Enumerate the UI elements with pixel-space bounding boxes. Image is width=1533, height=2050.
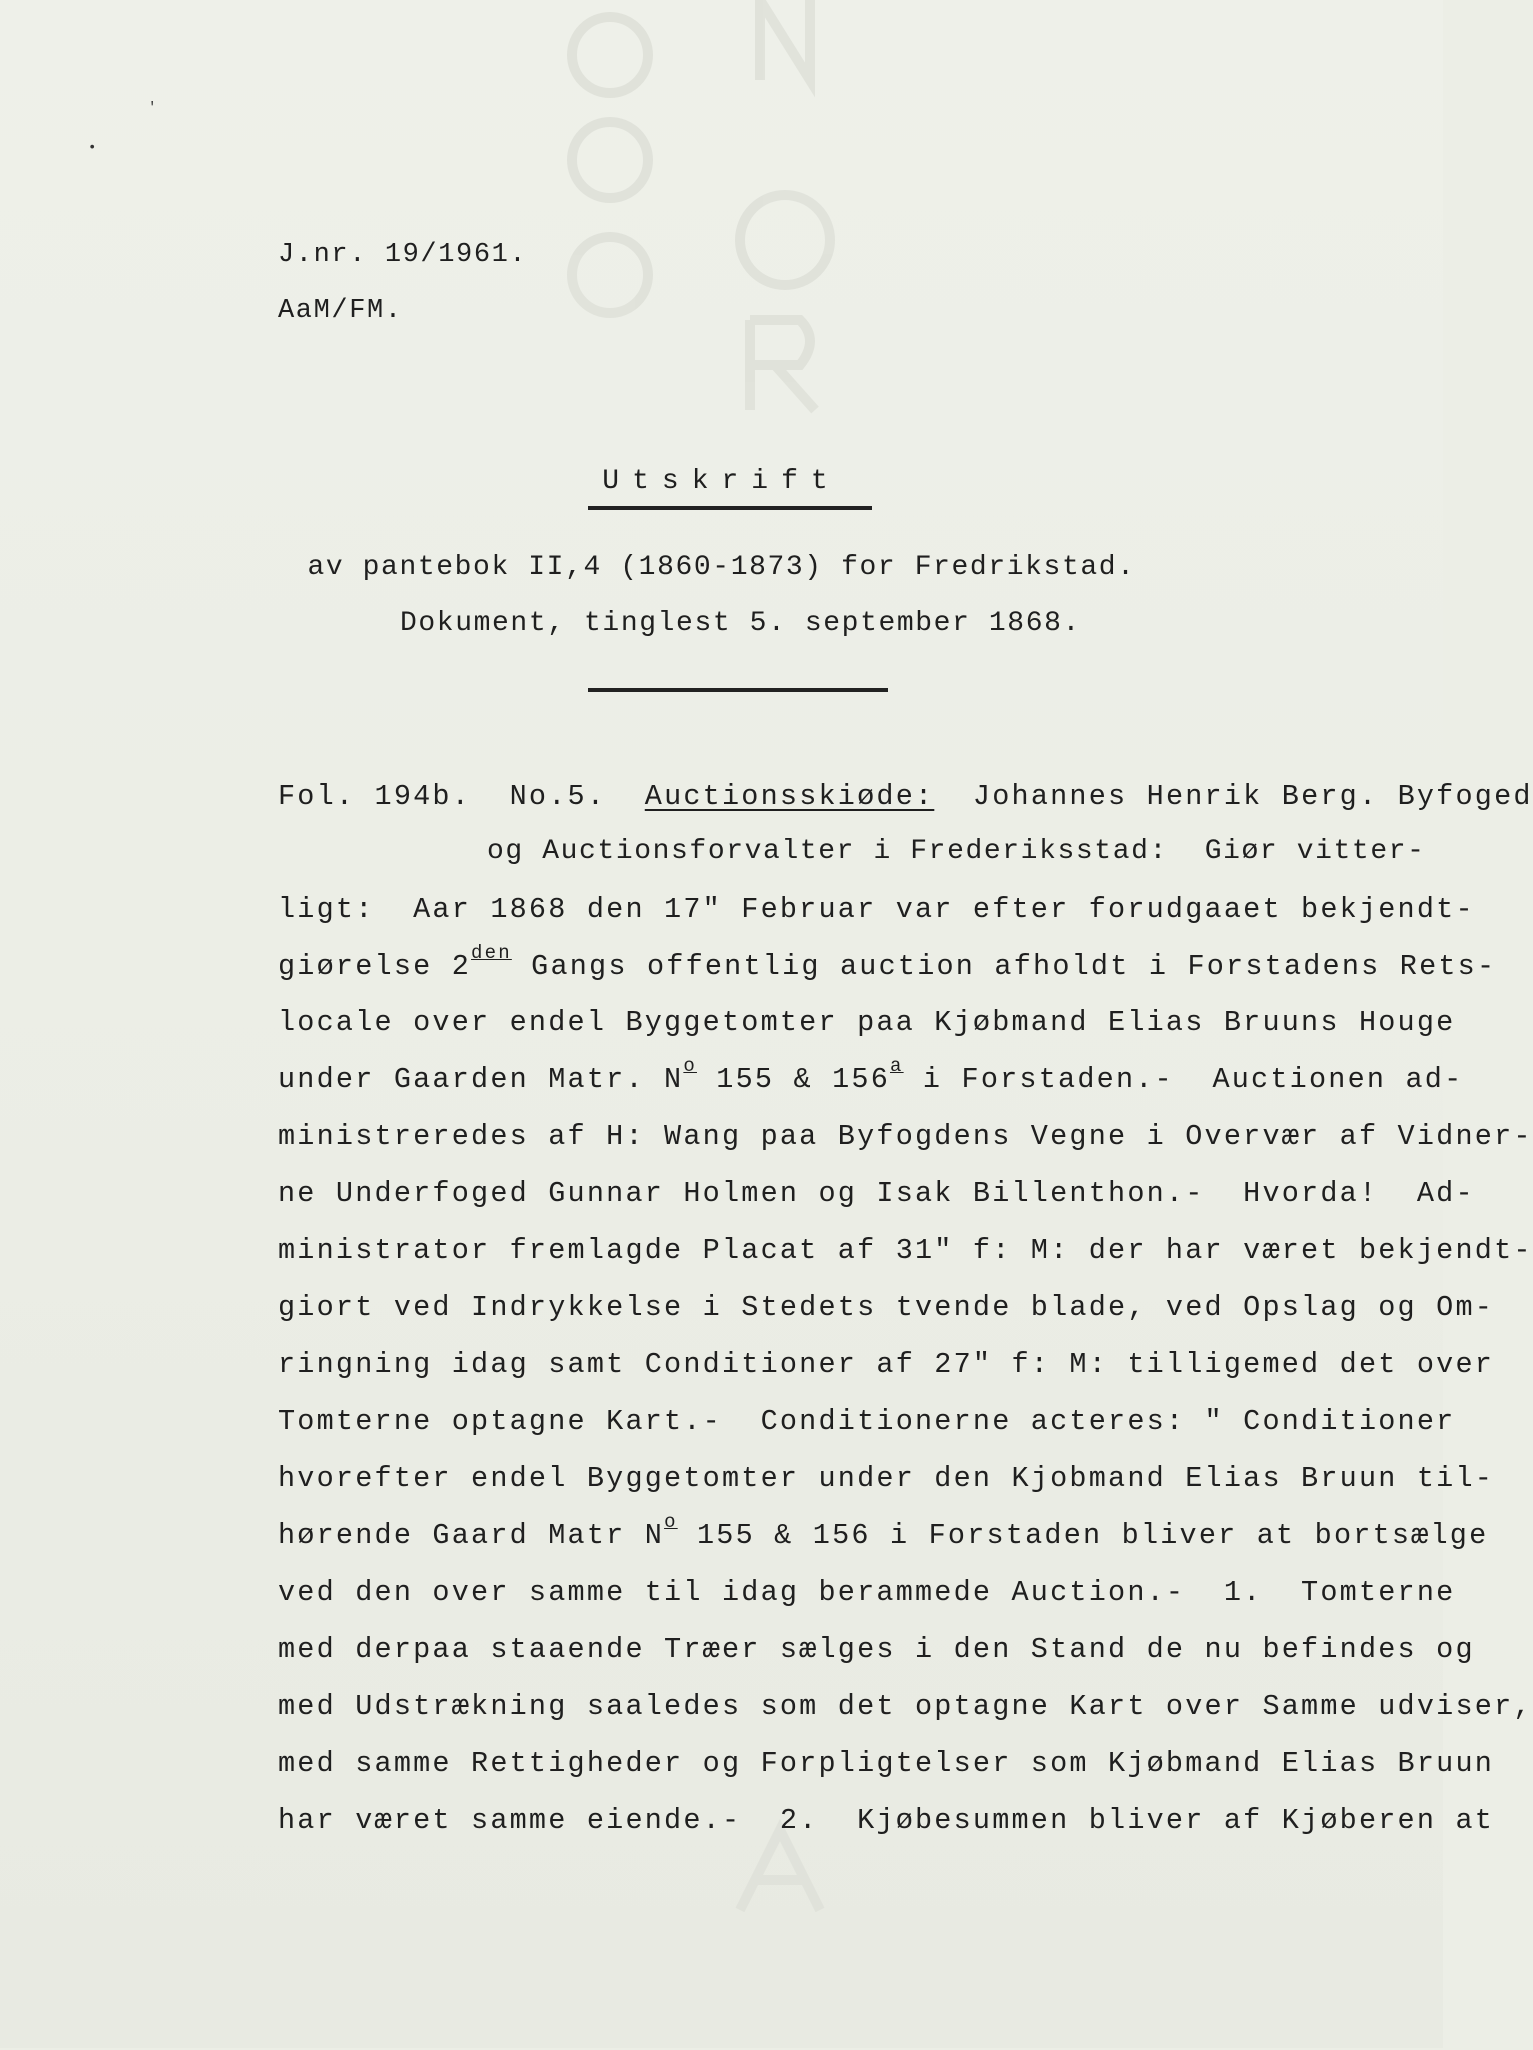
section-divider xyxy=(588,688,888,692)
body-line-17: med Udstrækning saaledes som det optagne Kart over Samme udviser, xyxy=(278,1690,1533,1723)
body-line-7: ministreredes af H: Wang paa Byfogdens Vegne i Overvær af Vidner- xyxy=(278,1120,1533,1153)
body-text: giørelse 2 xyxy=(278,950,472,983)
body-text: 155 & 156 i Forstaden bliver at bortsælge xyxy=(677,1519,1489,1552)
ordinal-superscript: den xyxy=(471,942,512,964)
body-line-2: og Auctionsforvalter i Frederiksstad: Giør vitter- xyxy=(487,836,1426,867)
numero-superscript: o xyxy=(683,1055,697,1077)
speck-mark: ' xyxy=(148,100,157,116)
body-line-10: giort ved Indrykkelse i Stedets tvende blade, ved Opslag og Om- xyxy=(278,1291,1495,1324)
body-text: Johannes Henrik Berg. Byfoged xyxy=(934,780,1533,813)
initials: AaM/FM. xyxy=(278,296,403,326)
body-line-12: Tomterne optagne Kart.- Conditionerne acteres: " Conditioner xyxy=(278,1405,1456,1438)
body-line-5: locale over endel Byggetomter paa Kjøbmand Elias Bruuns Houge xyxy=(278,1006,1456,1039)
body-line-16: med derpaa staaende Træer sælges i den Stand de nu befindes og xyxy=(278,1633,1475,1666)
body-line-1 xyxy=(278,780,1533,813)
speck-mark: • xyxy=(88,140,97,156)
body-line-6 xyxy=(278,1055,1464,1096)
body-line-14 xyxy=(278,1511,1489,1552)
subtitle-line-1: av pantebok II,4 (1860-1873) for Fredrikstad. xyxy=(307,552,1136,583)
body-line-15: ved den over samme til idag berammede Auction.- 1. Tomterne xyxy=(278,1576,1456,1609)
body-text: i Forstaden.- Auctionen ad- xyxy=(903,1063,1464,1096)
title-underline xyxy=(588,506,872,510)
letter-superscript: a xyxy=(890,1055,904,1077)
body-line-19: har været samme eiende.- 2. Kjøbesummen bliver af Kjøberen at xyxy=(278,1804,1495,1837)
numero-superscript: o xyxy=(664,1511,678,1533)
body-line-13: hvorefter endel Byggetomter under den Kjobmand Elias Bruun til- xyxy=(278,1462,1495,1495)
body-text: Gangs offentlig auction afholdt i Forstadens Rets- xyxy=(511,950,1497,983)
journal-number: J.nr. 19/1961. xyxy=(278,240,528,270)
body-line-4 xyxy=(278,942,1497,983)
body-text: 155 & 156 xyxy=(696,1063,890,1096)
body-line-9: ministrator fremlagde Placat af 31" f: M: der har været bekjendt- xyxy=(278,1234,1533,1267)
body-line-11: ringning idag samt Conditioner af 27" f: M: tilligemed det over xyxy=(278,1348,1495,1381)
body-line-18: med samme Rettigheder og Forpligtelser som Kjøbmand Elias Bruun xyxy=(278,1747,1495,1780)
subtitle-line-2: Dokument, tinglest 5. september 1868. xyxy=(400,608,1081,639)
body-text: under Gaarden Matr. N xyxy=(278,1063,684,1096)
folio-reference: Fol. 194b. No.5. xyxy=(278,780,645,813)
body-line-3: ligt: Aar 1868 den 17" Februar var efter forudgaaet bekjendt- xyxy=(278,893,1475,926)
body-text: hørende Gaard Matr N xyxy=(278,1519,665,1552)
document-title: Utskrift xyxy=(602,466,841,497)
body-line-8: ne Underfoged Gunnar Holmen og Isak Billenthon.- Hvorda! Ad- xyxy=(278,1177,1475,1210)
document-type-heading: Auctionsskiøde: xyxy=(644,780,935,813)
